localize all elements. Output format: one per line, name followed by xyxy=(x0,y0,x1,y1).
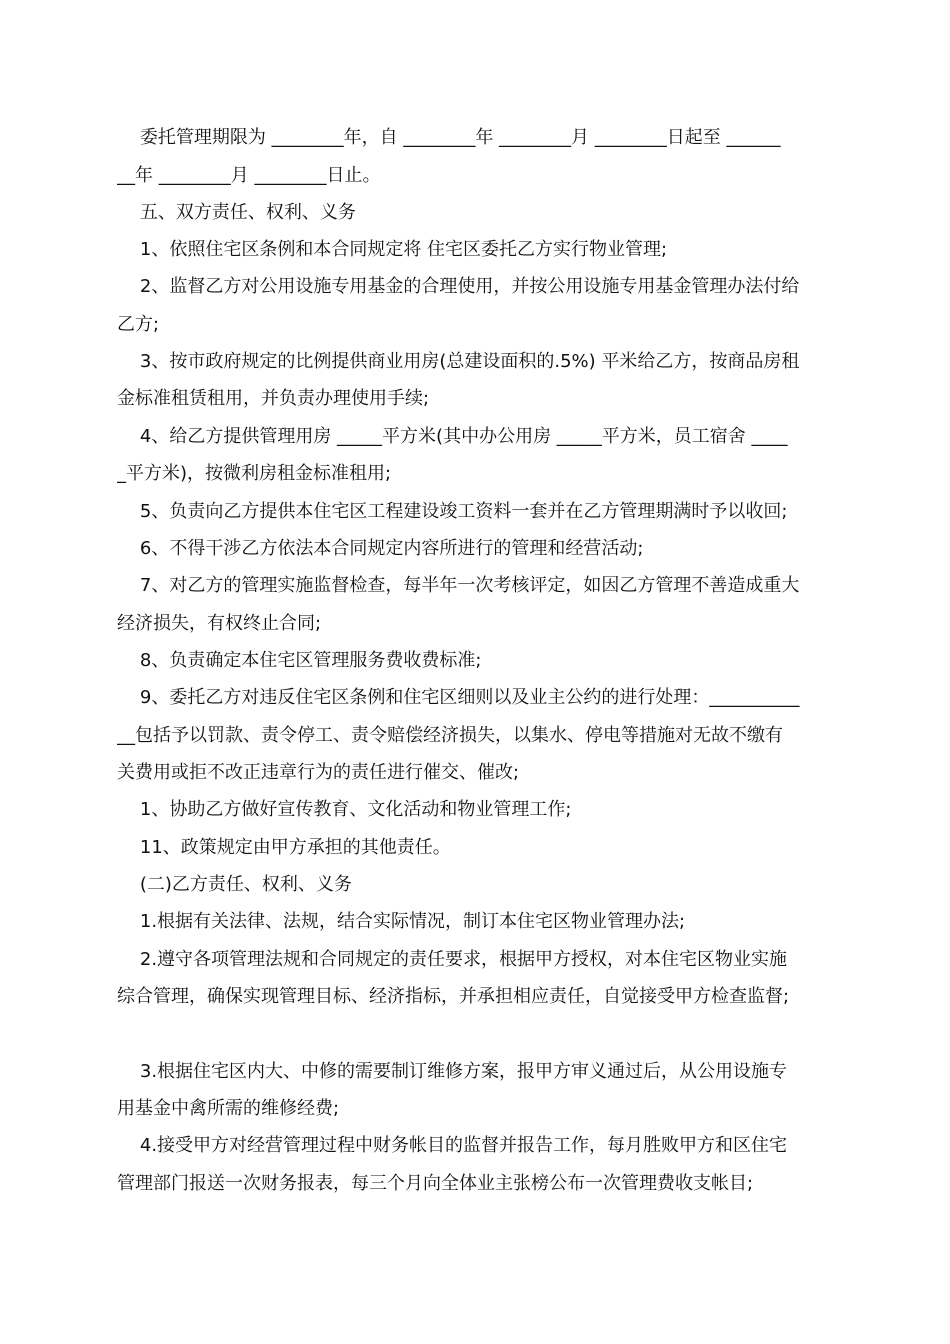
text-line: 综合管理，确保实现管理目标、经济指标，并承担相应责任，自觉接受甲方检查监督; xyxy=(117,986,790,1007)
text-line: 用基金中禽所需的维修经费; xyxy=(117,1098,340,1119)
text-line: 7、对乙方的管理实施监督检查，每半年一次考核评定，如因乙方管理不善造成重大 xyxy=(117,575,800,596)
text-line: 管理部门报送一次财务报表，每三个月向全体业主张榜公布一次管理费收支帐目; xyxy=(117,1173,754,1194)
text-line: 1.根据有关法律、法规，结合实际情况，制订本住宅区物业管理办法; xyxy=(117,911,686,932)
text-line: 9、委托乙方对违反住宅区条例和住宅区细则以及业主公约的进行处理：__________ xyxy=(117,687,800,708)
text-line: 4.接受甲方对经营管理过程中财务帐目的监督并报告工作，每月胜败甲方和区住宅 xyxy=(117,1135,788,1156)
text-line: 4、给乙方提供管理用房 _____平方米(其中办公用房 _____平方米，员工宿舍 ____ xyxy=(117,426,788,447)
text-line: 3、按市政府规定的比例提供商业用房(总建设面积的.5%) 平米给乙方，按商品房租 xyxy=(117,351,800,372)
text-line: 11、政策规定由甲方承担的其他责任。 xyxy=(117,837,451,858)
text-line: 2.遵守各项管理法规和合同规定的责任要求，根据甲方授权，对本住宅区物业实施 xyxy=(117,949,788,970)
text-line: _平方米)，按微利房租金标准租用; xyxy=(117,463,392,484)
text-line: 6、不得干涉乙方依法本合同规定内容所进行的管理和经营活动; xyxy=(117,538,644,559)
text-line: 关费用或拒不改正违章行为的责任进行催交、催改; xyxy=(117,762,520,783)
text-line: 金标准租赁租用，并负责办理使用手续; xyxy=(117,388,430,409)
text-line: 乙方; xyxy=(117,314,160,335)
text-line: __包括予以罚款、责令停工、责令赔偿经济损失，以集水、停电等措施对无故不缴有 xyxy=(117,725,783,746)
section-heading: (二)乙方责任、权利、义务 xyxy=(117,874,352,895)
section-heading: 五、双方责任、权利、义务 xyxy=(117,202,356,223)
text-line: 委托管理期限为 ________年，自 ________年 ________月 ________日起至 ______ xyxy=(117,127,781,148)
text-line: __年 ________月 ________日止。 xyxy=(117,165,381,186)
text-line: 经济损失，有权终止合同; xyxy=(117,613,322,634)
text-line: 5、负责向乙方提供本住宅区工程建设竣工资料一套并在乙方管理期满时予以收回; xyxy=(117,501,788,522)
text-line: 1、依照住宅区条例和本合同规定将 住宅区委托乙方实行物业管理; xyxy=(117,239,668,260)
text-line: 1、协助乙方做好宣传教育、文化活动和物业管理工作; xyxy=(117,799,572,820)
text-line: 8、负责确定本住宅区管理服务费收费标准; xyxy=(117,650,482,671)
text-line: 3.根据住宅区内大、中修的需要制订维修方案，报甲方审义通过后，从公用设施专 xyxy=(117,1061,788,1082)
text-line: 2、监督乙方对公用设施专用基金的合理使用，并按公用设施专用基金管理办法付给 xyxy=(117,276,800,297)
